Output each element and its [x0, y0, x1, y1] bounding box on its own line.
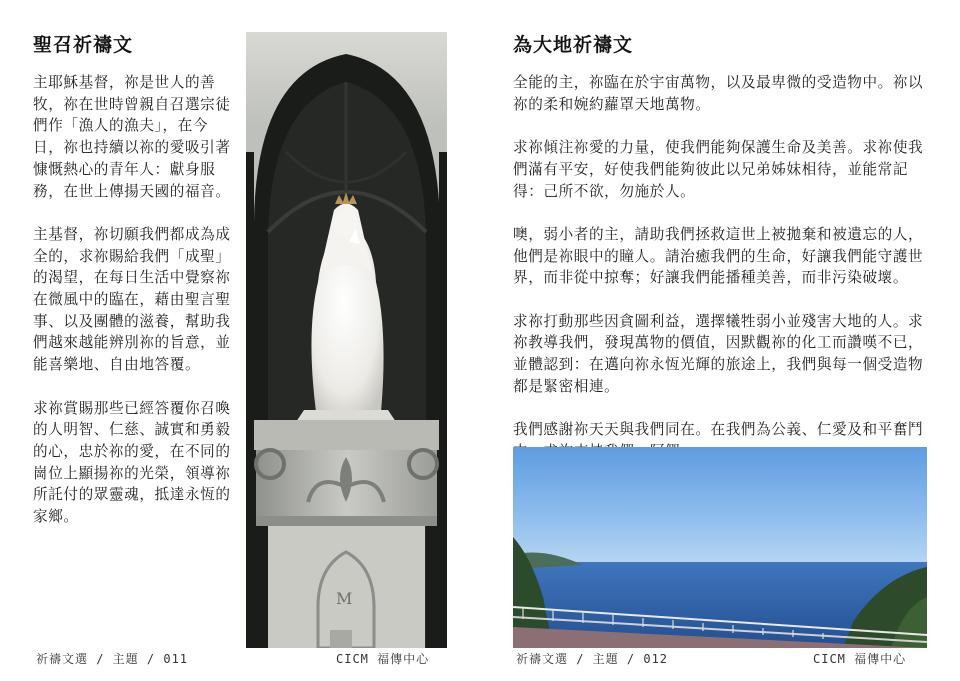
page-title: 聖召祈禱文 — [33, 34, 134, 56]
right-page — [480, 0, 960, 681]
footer-publisher: CICM 福傳中心 — [813, 652, 907, 666]
page-title: 為大地祈禱文 — [513, 34, 634, 56]
footer-series: 祈禱文選 / 主題 / 011 — [36, 652, 189, 666]
prayer-paragraph: 求祢傾注祢愛的力量，使我們能夠保護生命及美善。求祢使我們滿有平安，好使我們能夠彼此以兄弟姊妹相待，並能常記得：己所不欲，勿施於人。 — [513, 139, 924, 200]
prayer-paragraph: 求祢打動那些因貪圖利益，選擇犧牲弱小並殘害大地的人。求祢教導我們，發現萬物的價值，因默觀祢的化工而讚嘆不已，並體認到：在邁向祢永恆光輝的旅途上，我們與每一個受造物都是緊密相連。 — [513, 312, 924, 395]
svg-text:M: M — [336, 589, 353, 608]
sea-photo — [513, 447, 927, 648]
prayer-body — [513, 72, 931, 484]
prayer-paragraph: 主基督，祢切願我們都成為成全的，求祢賜給我們「成聖」的渴望，在每日生活中覺察祢在微風中的臨在，藉由聖言聖事、以及團體的滋養，幫助我們越來越能辨別祢的旨意，並能喜樂地、自由地答覆。 — [33, 225, 231, 374]
footer-publisher: CICM 福傳中心 — [336, 652, 430, 666]
prayer-paragraph: 主耶穌基督，祢是世人的善牧，祢在世時曾親自召選宗徒們作「漁人的漁夫」，在今日，祢也持續以祢的愛吸引著慷慨熱心的青年人：獻身服務，在世上傳揚天國的福音。 — [33, 74, 231, 200]
prayer-paragraph: 我們感謝祢天天與我們同在。在我們為公義、仁愛及和平奮鬥 — [513, 421, 924, 439]
prayer-paragraph: 全能的主，祢臨在於宇宙萬物，以及最卑微的受造物中。祢以祢的柔和婉約蘿罩天地萬物。 — [513, 74, 924, 113]
prayer-paragraph: 噢，弱小者的主，請助我們拯救這世上被拋棄和被遺忘的人，他們是祢眼中的瞳人。請治癒我們的生命，好讓我們能守護世界，而非從中掠奪；好讓我們能播種美善，而非污染破壞。 — [513, 225, 924, 287]
prayer-paragraph: 求祢賞賜那些已經答覆你召喚的人明智、仁慈、誠實和勇毅的心，忠於祢的愛，在不同的崗位上顯揚祢的光榮，領導祢所託付的眾靈魂，抵達永恆的家鄉。 — [33, 399, 231, 526]
prayer-body — [33, 72, 238, 549]
footer-series: 祈禱文選 / 主題 / 012 — [516, 652, 669, 666]
statue-photo — [246, 32, 447, 648]
